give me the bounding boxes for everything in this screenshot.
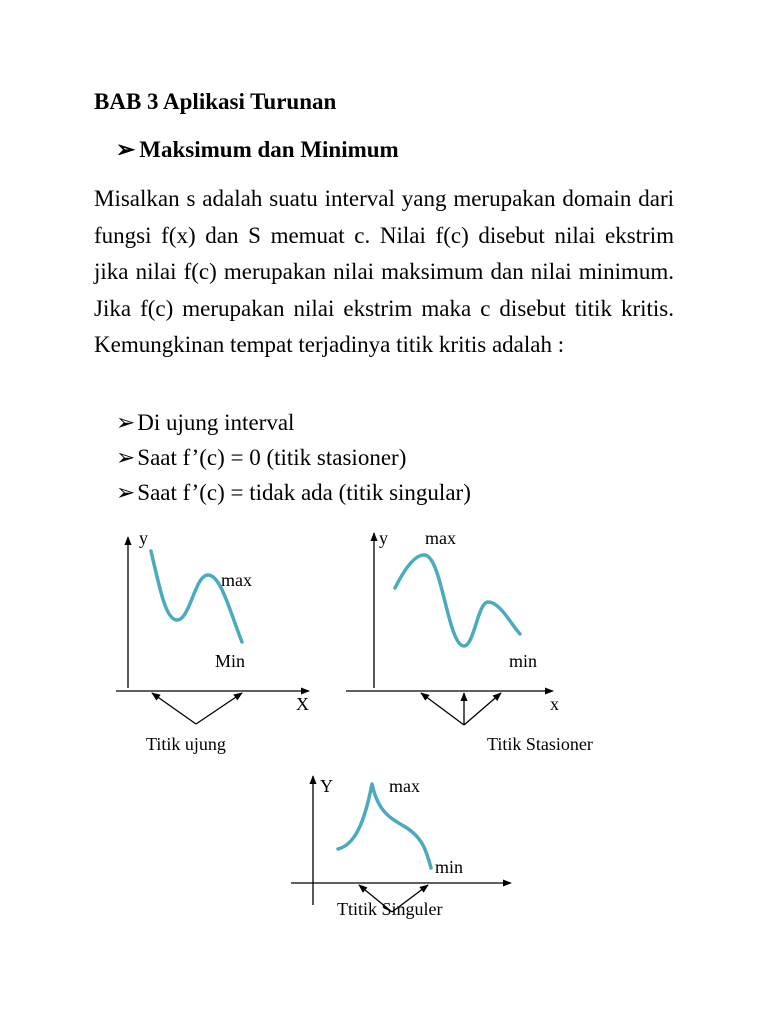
figure-caption: Titik Stasioner [487,734,593,754]
figure-caption: Titik ujung [146,734,226,754]
min-label: min [509,651,538,671]
x-axis-label: X [296,694,309,714]
left-endpoint-arrow [152,693,196,724]
y-axis-label: y [379,528,388,548]
arrow-bullet-icon: ➢ [116,410,136,435]
list-item-text: Saat f’(c) = tidak ada (titik singular) [137,480,471,505]
max-label: max [425,528,456,548]
section-title: Maksimum dan Minimum [139,137,399,162]
function-curve [151,551,242,642]
arrow-bullet-icon: ➢ [116,137,136,162]
figure-caption: Ttitik Singuler [337,899,443,919]
chapter-title: BAB 3 Aplikasi Turunan [94,89,337,114]
left-stationary-arrow [421,693,464,725]
singular-figure [291,776,511,919]
max-label: max [221,570,252,590]
definition-paragraph: Misalkan s adalah suatu interval yang merupakan domain dari fungsi f(x) dan S memuat c. Nilai f(c) disebut nilai ekstrim jika nilai f(c) merupakan nilai maksimum dan nilai minimum. Jika f(c) merupakan nilai ekstrim maka c disebut titik kritis. Kemungkinan tempat terjadinya titik kritis adalah : [94,186,674,357]
arrow-bullet-icon: ➢ [116,445,136,470]
arrow-bullet-icon: ➢ [116,480,136,505]
function-curve [338,784,431,868]
function-curve [395,555,520,646]
list-item-text: Saat f’(c) = 0 (titik stasioner) [137,445,407,470]
stationary-figure [346,528,593,754]
min-label: Min [215,651,246,671]
right-stationary-arrow [464,693,501,725]
list-item-text: Di ujung interval [137,410,295,435]
x-axis-label: x [550,694,559,714]
y-axis-label: y [139,528,148,548]
right-endpoint-arrow [196,693,242,724]
max-label: max [389,776,420,796]
min-label: min [435,857,464,877]
y-axis-label: Y [320,776,333,796]
endpoint-figure [116,528,309,754]
